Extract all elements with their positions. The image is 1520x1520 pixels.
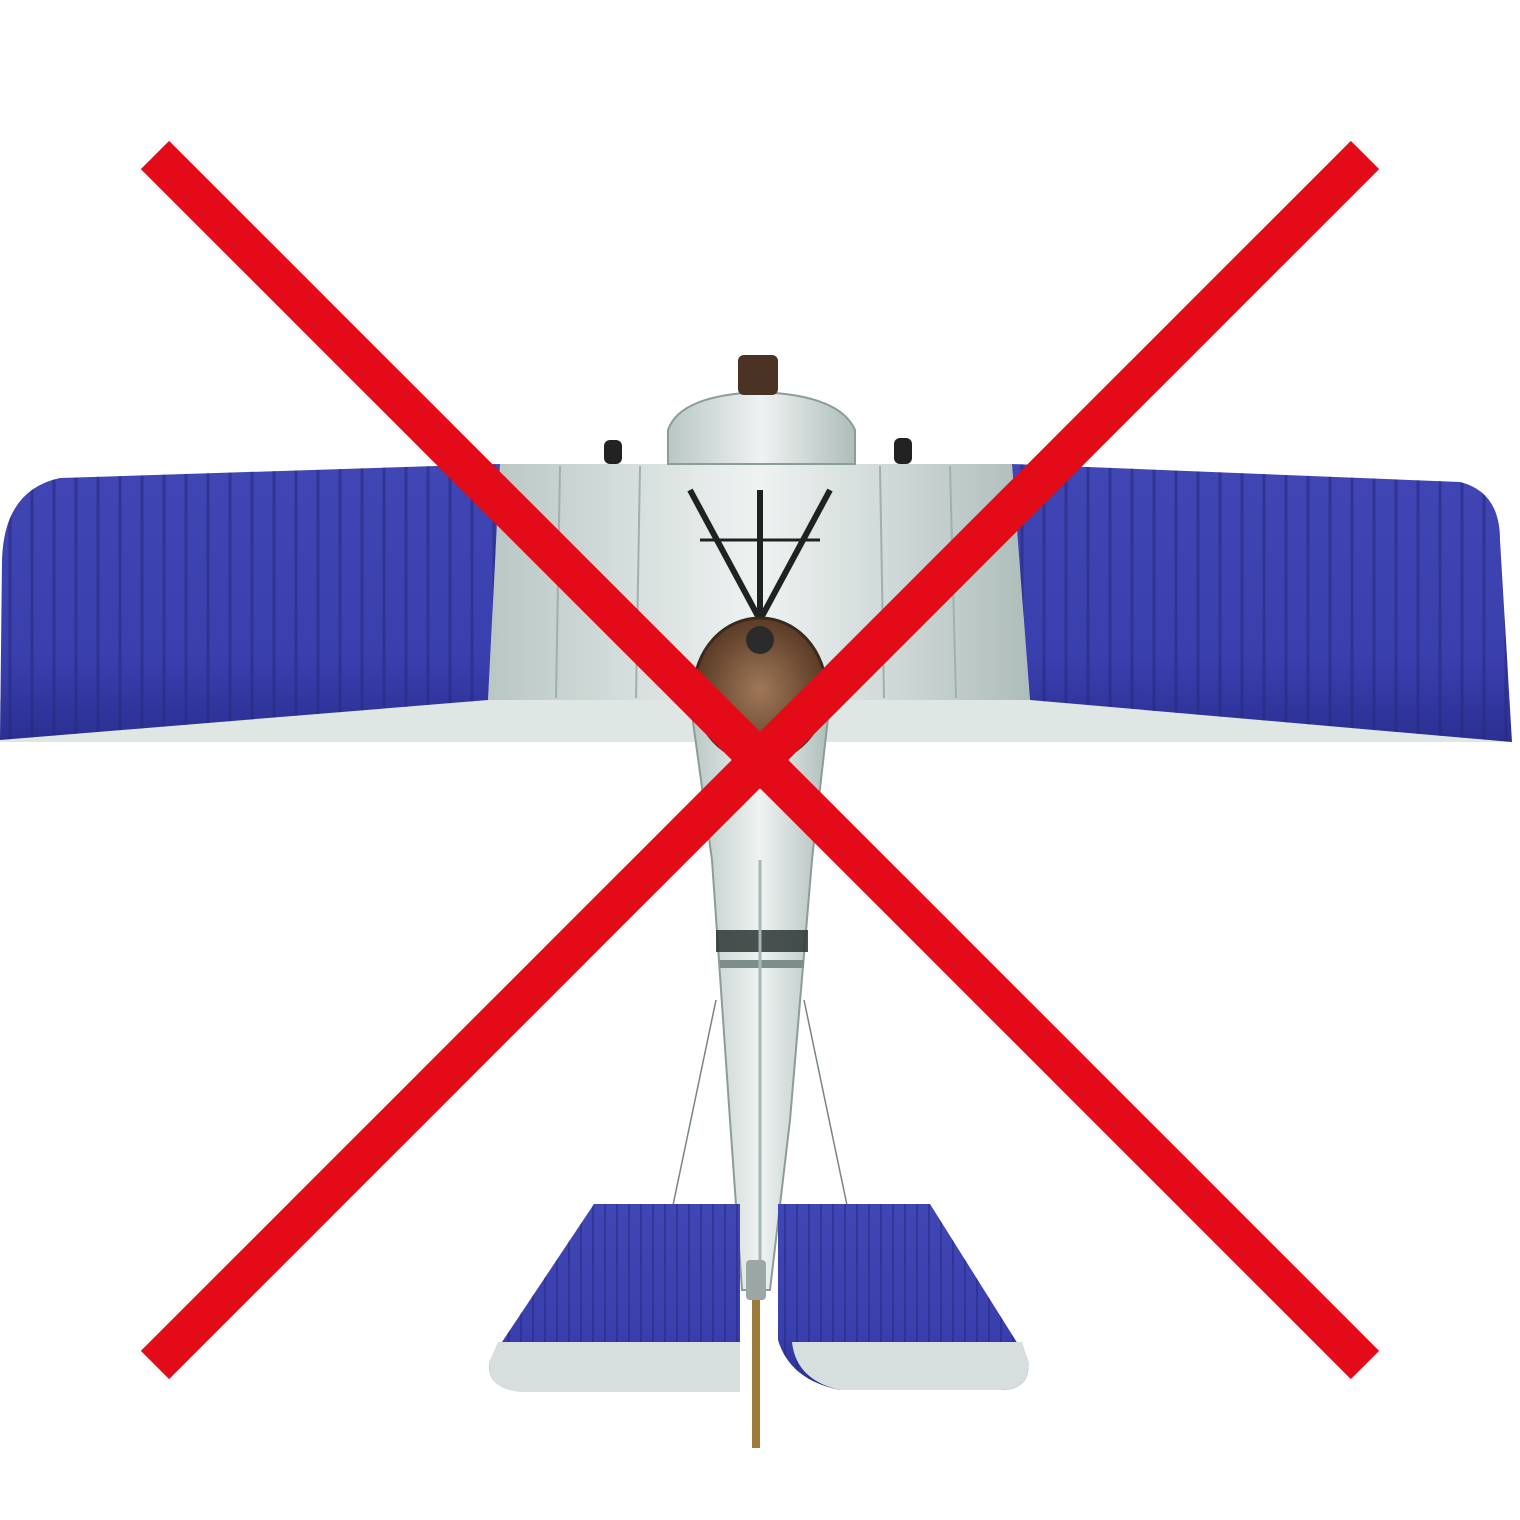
- engine-cowling: [604, 355, 912, 464]
